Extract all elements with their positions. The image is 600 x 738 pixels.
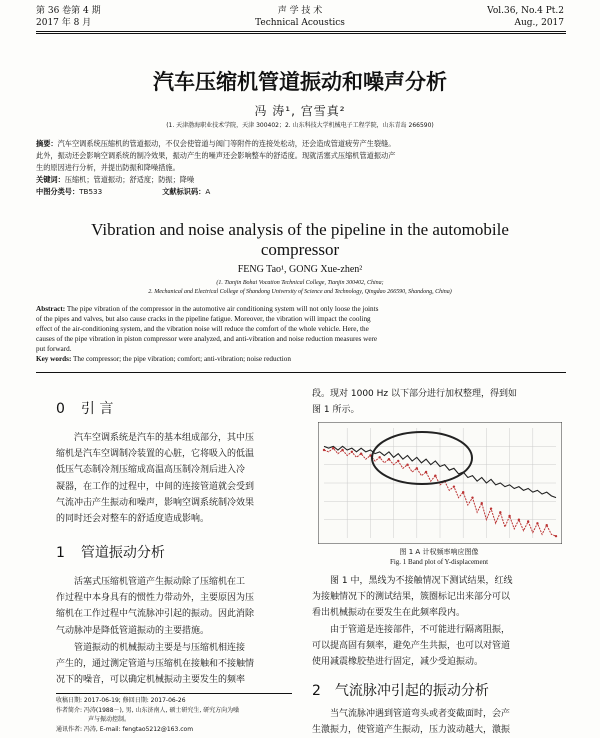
affiliation-en-1: (1. Tianjin Bohai Vocation Technical College, Tianjin 300402, China; xyxy=(216,280,384,286)
section-0-heading xyxy=(56,398,113,418)
figure-1-chart xyxy=(318,422,562,544)
section-number: 1 xyxy=(56,545,65,561)
doc-code-label: 文献标识码： xyxy=(162,187,206,196)
data-point xyxy=(332,447,334,449)
header-date-zh: 2017 年 8 月 xyxy=(36,18,92,28)
keywords-en: The compressor; the pipe vibration; comfort; anti-vibration; noise reduction xyxy=(73,355,291,363)
text-line: 况下的噪音，可以确定机械振动主要发生的频率 xyxy=(56,675,246,686)
authors-zh: 冯 涛¹, 宫雪真² xyxy=(254,104,346,118)
text-line: 缩机在工作过程中气流脉冲引起的振动。因此消除 xyxy=(56,609,255,620)
data-point xyxy=(378,456,380,458)
text-line: 低压气态制冷剂压缩成高温高压制冷剂后进入冷 xyxy=(56,465,246,476)
text-line: 段。现对 1000 Hz 以下部分进行加权整理，得到如 xyxy=(312,389,517,399)
figure-caption-en: Fig. 1 Band plot of Y-displacement xyxy=(389,558,489,566)
text-line: 产生的，通过测定管道与压缩机在接触和不接触情 xyxy=(56,659,255,670)
text-line: 为接触情况下的测试结果，簇圈标记出来部分可以 xyxy=(312,592,511,603)
abstract-en-line: causes of the pipe vibration in piston compressor were analyzed, and anti-vibration and noise reduction measures were xyxy=(36,335,378,343)
data-point xyxy=(434,474,436,476)
data-point xyxy=(481,502,483,504)
data-point xyxy=(351,451,353,453)
header-journal-en: Technical Acoustics xyxy=(255,18,345,28)
text-line: 由于管道是连接部件，不可能进行隔离阻振， xyxy=(330,625,511,635)
data-point xyxy=(471,496,473,498)
abstract-zh-line: 此外，振动还会影响空调系统的制冷效果，振动产生的噪声还会影响整车的舒适度。现就活塞式压缩机管道振动产 xyxy=(36,151,396,160)
abstract-zh-line: 汽车空调系统压缩机的管道振动，不仅会使管道与阀门等附件的连接处松动，还会造成管道疲劳产生裂缝。 xyxy=(57,139,396,148)
paper-title-zh: 汽车压缩机管道振动和噪声分析 xyxy=(153,70,447,94)
text-line: 图 1 所示。 xyxy=(312,405,360,416)
data-point xyxy=(555,535,557,537)
data-point xyxy=(508,515,510,517)
text-line: 气动脉冲是降低管道振动的主要措施。 xyxy=(56,625,210,636)
data-point xyxy=(546,524,548,526)
section-0-paragraph xyxy=(56,430,292,527)
figure-caption-zh: 图 1 A 计权频率响应图像 xyxy=(399,548,479,556)
data-point xyxy=(341,449,343,451)
section-title: 气流脉冲引起的振动分析 xyxy=(334,683,489,699)
text-line: 使用减震橡胶垫进行固定，减少受迫振动。 xyxy=(312,657,484,668)
data-point xyxy=(536,522,538,524)
section-1-paragraph-2 xyxy=(56,640,292,689)
doc-code: A xyxy=(205,187,211,196)
abstract-en-line: The pipe vibration of the compressor in the automotive air conditioning system will not only loose the joints xyxy=(66,305,379,313)
author-bio-cont: 声与振动控制。 xyxy=(88,716,131,723)
affiliation-en-2: 2. Mechanical and Electrical College of Shandong University of Science and Technology, Qingdao 266590, Shandong, China) xyxy=(148,289,452,295)
text-line: 缩机是汽车空调制冷装置的心脏，它将吸入的低温 xyxy=(56,449,255,460)
text-line: 作过程中本身具有的惯性力带动外，主要原因为压 xyxy=(56,593,255,604)
section-title: 引 言 xyxy=(80,401,114,417)
section-2-paragraph xyxy=(312,706,566,738)
header-journal-zh: 声 学 技 术 xyxy=(277,6,323,16)
section-1-paragraph-1 xyxy=(56,574,292,639)
authors-en: FENG Tao¹, GONG Xue-zhen² xyxy=(237,264,363,275)
text-line: 气流冲击产生振动和噪声，影响空调系统制冷效果 xyxy=(56,497,255,508)
abstract-zh xyxy=(36,138,566,198)
data-point xyxy=(416,467,418,469)
abstract-en-label: Abstract: xyxy=(36,305,66,313)
data-point xyxy=(388,458,390,460)
header-date-en: Aug., 2017 xyxy=(514,18,564,28)
corresponding-author: 通讯作者: 冯涛, E-mail: fengtao5212@163.com xyxy=(56,725,194,733)
header-volume-en: Vol.36, No.4 Pt.2 xyxy=(487,6,564,16)
data-point xyxy=(397,460,399,462)
text-line: 凝器，在工作的过程中，中间的连接管道就会受到 xyxy=(56,481,255,492)
footnotes xyxy=(56,696,296,734)
abstract-zh-label: 摘要： xyxy=(36,139,58,148)
keywords-en-label: Key words: xyxy=(36,355,72,363)
abstract-zh-line: 生的原因进行分析，并提出防振和降噪措施。 xyxy=(36,163,180,172)
section-title: 管道振动分析 xyxy=(80,545,165,561)
text-line: 生激振力，使管道产生振动，压力波动越大，激振 xyxy=(312,725,511,736)
data-point xyxy=(499,511,501,513)
abstract-en xyxy=(36,304,566,364)
text-line: 看出机械振动在要发生在此频率段内。 xyxy=(312,608,466,619)
abstract-en-line: put forward. xyxy=(36,345,72,353)
header-rule-2 xyxy=(36,33,566,34)
data-point xyxy=(323,449,325,451)
affiliation-zh: (1. 天津渤海职业技术学院，天津 300402；2. 山东科技大学机械电子工程学院，山东青岛 266590) xyxy=(166,122,434,129)
keywords-zh-label: 关键词： xyxy=(36,175,65,184)
data-point xyxy=(490,507,492,509)
text-line: 汽车空调系统是汽车的基本组成部分，其中压 xyxy=(74,433,255,443)
section-1-heading xyxy=(56,542,165,562)
clc-label: 中图分类号： xyxy=(36,187,80,196)
data-point xyxy=(453,485,455,487)
text-line: 图 1 中，黑线为不接触情况下测试结果，红线 xyxy=(330,576,513,586)
data-point xyxy=(462,491,464,493)
abstract-rule xyxy=(36,372,566,373)
paper-title-en-line1: Vibration and noise analysis of the pipeline in the automobile xyxy=(91,220,509,239)
abstract-en-line: effect of the air-conditioning system, and the vibration noise will reduce the comfort of the whole vehicle. Here, the xyxy=(36,325,369,333)
text-line: 当气流脉冲遇到管道弯头或者变截面时，会产 xyxy=(330,709,511,719)
data-point xyxy=(360,452,362,454)
data-point xyxy=(527,520,529,522)
footnote-rule xyxy=(56,693,292,694)
section-number: 2 xyxy=(312,683,321,699)
data-point xyxy=(425,471,427,473)
paper-title-en-line2: compressor xyxy=(260,240,340,259)
text-line: 可以提高固有频率，避免产生共振，也可以对管道 xyxy=(312,641,511,652)
header-volume-zh: 第 36 卷第 4 期 xyxy=(36,6,101,16)
right-paragraph-a xyxy=(312,573,566,622)
text-line: 的同时还会对整车的舒适度造成影响。 xyxy=(56,514,210,525)
text-line: 活塞式压缩机管道产生振动除了压缩机在工 xyxy=(74,577,246,587)
data-point xyxy=(518,518,520,520)
keywords-zh: 压缩机；管道振动；舒适度；防振；降噪 xyxy=(64,175,195,184)
clc-code: TB533 xyxy=(79,187,103,196)
abstract-en-line: of the pipes and valves, but also cause cracks in the pipeline fatigue. Moreover, the vibration will impact the cooling xyxy=(36,315,371,323)
received-date: 收稿日期: 2017-06-19; 修回日期: 2017-06-26 xyxy=(56,697,186,704)
section-number: 0 xyxy=(56,401,65,417)
right-paragraph-b xyxy=(312,622,566,671)
section-2-heading xyxy=(312,680,489,700)
data-point xyxy=(406,463,408,465)
header-rule xyxy=(36,31,566,32)
text-line: 管道振动的机械振动主要是与压缩机相连接 xyxy=(74,643,246,653)
right-column-intro xyxy=(312,386,566,418)
author-bio: 作者简介: 冯涛(1988－), 男, 山东济南人, 硕士研究生, 研究方向为噪 xyxy=(56,706,240,714)
